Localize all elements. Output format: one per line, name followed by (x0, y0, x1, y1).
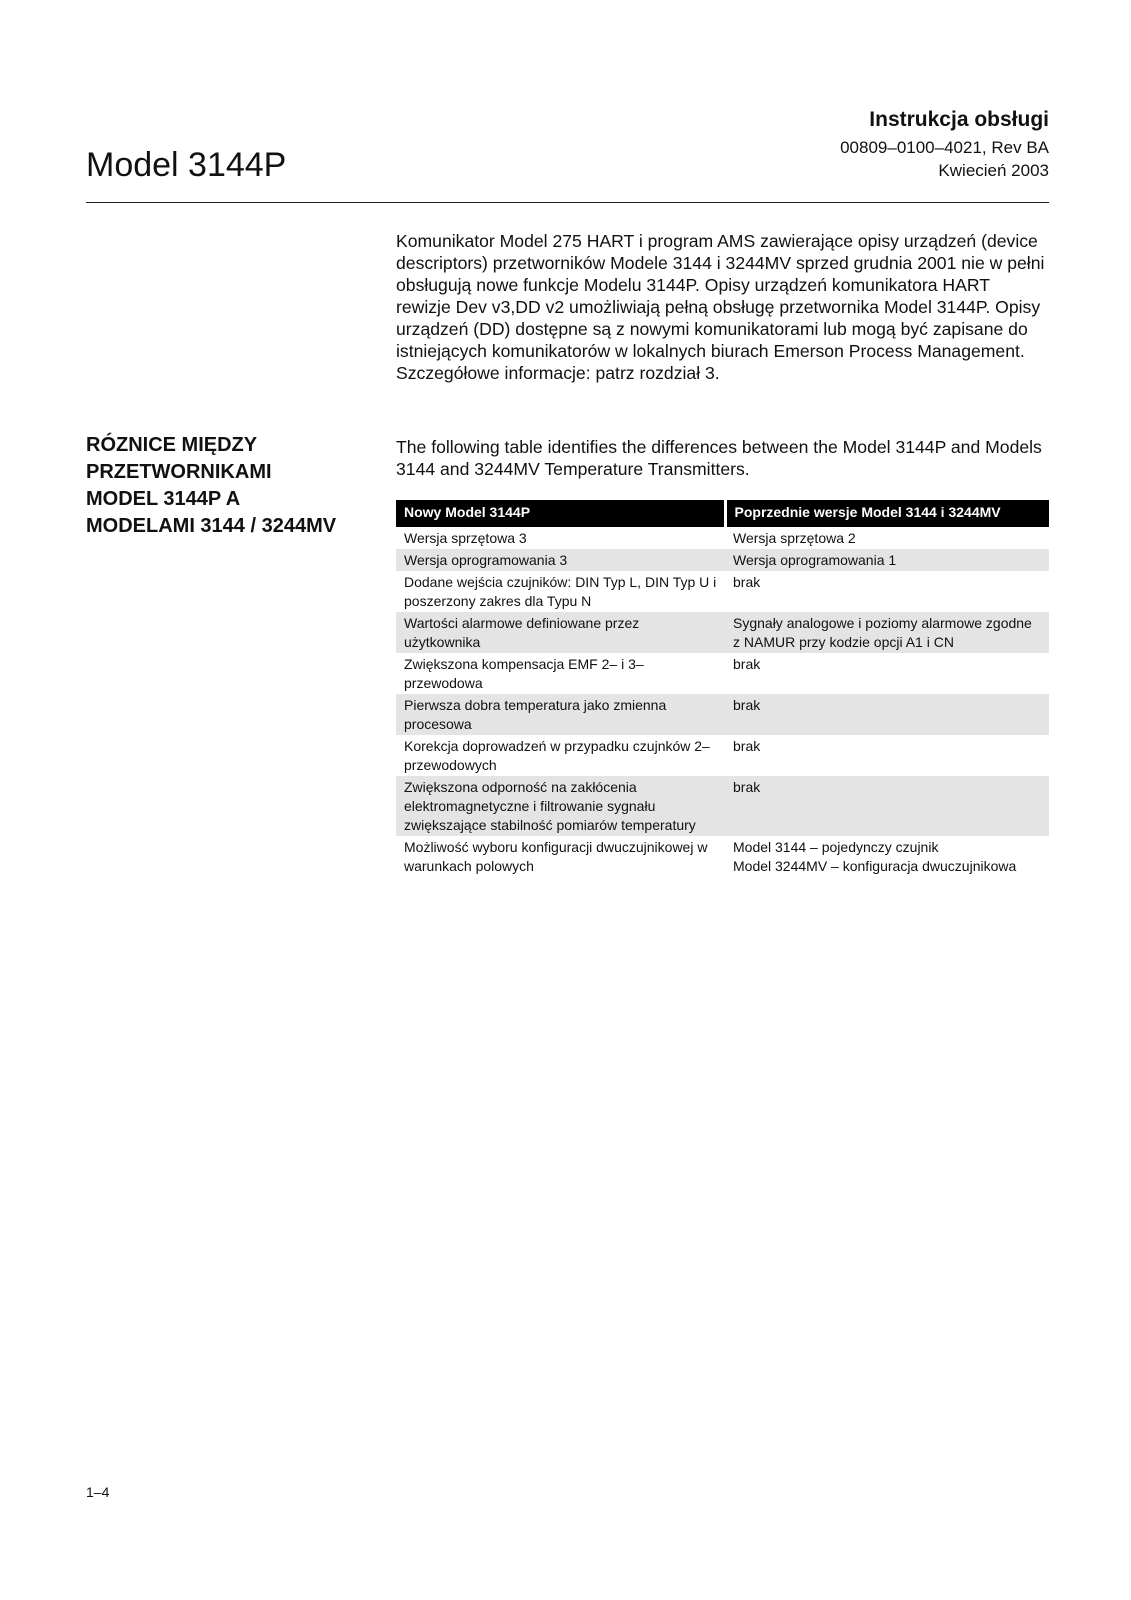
table-cell-new: Dodane wejścia czujników: DIN Typ L, DIN Typ U i poszerzony zakres dla Typu N (404, 574, 717, 609)
table-cell-previous: brak (733, 574, 761, 590)
table-row (396, 549, 1049, 571)
table-cell-previous: brak (733, 738, 761, 754)
table-row (396, 694, 1049, 735)
table-cell-previous: brak (733, 656, 761, 672)
column-header-previous-models: Poprzednie wersje Model 3144 i 3244MV (725, 500, 1049, 527)
table-row (396, 836, 1049, 877)
section-heading: RÓZNICE MIĘDZY PRZETWORNIKAMI MODEL 3144P A MODELAMI 3144 / 3244MV (86, 434, 337, 537)
table-cell-new: Wartości alarmowe definiowane przez użytkownika (396, 612, 725, 653)
table-cell-previous: Wersja sprzętowa 2 (733, 530, 856, 546)
table-row (396, 612, 1049, 653)
table-row (396, 653, 1049, 694)
table-cell-new: Wersja oprogramowania 3 (396, 549, 725, 571)
table-cell-previous: Sygnały analogowe i poziomy alarmowe zgodne z NAMUR przy kodzie opcji A1 i CN (725, 612, 1049, 653)
table-cell-new: Wersja sprzętowa 3 (404, 530, 527, 546)
page-number: 1–4 (86, 1484, 110, 1500)
table-header-row (396, 500, 1049, 527)
table-cell-previous: Model 3144 – pojedynczy czujnik Model 3244MV – konfiguracja dwuczujnikowa (733, 839, 1017, 874)
table-cell-new: Możliwość wyboru konfiguracji dwuczujnikowej w warunkach polowych (404, 839, 708, 874)
table-intro-paragraph: The following table identifies the differences between the Model 3144P and Models 3144 and 3244MV Temperature Transmitters. (396, 437, 1042, 479)
document-number: 00809–0100–4021, Rev BA (840, 138, 1049, 157)
table-cell-previous: brak (725, 694, 1049, 735)
document-type: Instrukcja obsługi (869, 108, 1049, 131)
table-cell-new: Zwiększona kompensacja EMF 2– i 3–przewodowa (404, 656, 644, 691)
differences-table (396, 500, 1049, 877)
model-title: Model 3144P (86, 146, 287, 184)
table-row (396, 735, 1049, 776)
table-cell-new: Zwiększona odporność na zakłócenia elektromagnetyczne i filtrowanie sygnału zwiększające stabilność pomiarów temperatury (396, 776, 725, 836)
table-cell-previous: brak (725, 776, 1049, 836)
table-row (396, 571, 1049, 612)
document-header (840, 108, 1049, 182)
column-header-new-model: Nowy Model 3144P (396, 500, 725, 527)
table-row (396, 527, 1049, 549)
table-cell-new: Pierwsza dobra temperatura jako zmienna procesowa (396, 694, 725, 735)
table-cell-previous: Wersja oprogramowania 1 (725, 549, 1049, 571)
header-divider (86, 202, 1049, 203)
document-date: Kwiecień 2003 (938, 161, 1049, 180)
table-row (396, 776, 1049, 836)
table-cell-new: Korekcja doprowadzeń w przypadku czujnków 2–przewodowych (404, 738, 710, 773)
intro-paragraph: Komunikator Model 275 HART i program AMS zawierające opisy urządzeń (device descriptors) przetworników Modele 3144 i 3244MV sprzed grudnia 2001 nie w pełni obsługują nowe funkcje Modelu 3144P. Opisy urządzeń komunikatora HART rewizje Dev v3,DD v2 umożliwiają pełną obsługę przetwornika Model 3144P. Opisy urządzeń (DD) dostępne są z nowymi komunikatorami lub mogą być zapisane do istniejących komunikatorów w lokalnych biurach Emerson Process Management. Szczegółowe informacje: patrz rozdział 3. (396, 231, 1045, 383)
